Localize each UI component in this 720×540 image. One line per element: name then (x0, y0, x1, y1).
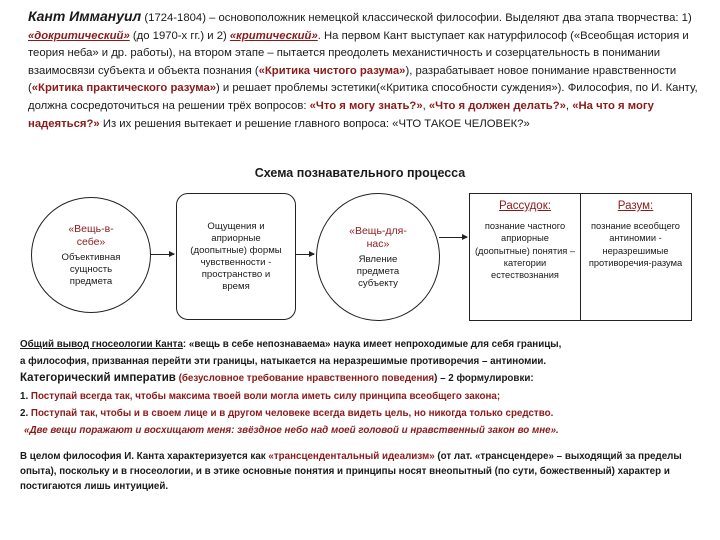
critical-term: «критический» (229, 29, 318, 42)
thing-in-itself-label: «Вещь-в-себе» (68, 222, 114, 248)
box-divider (580, 193, 581, 320)
epistemology-text: : «вещь в себе непознаваема» наука имеет непроходимые для себя границы, (182, 339, 562, 350)
formulation-1 (20, 388, 700, 405)
conclusion-section (20, 336, 700, 494)
arrow-2 (295, 254, 314, 255)
intro-text-1: (1724-1804) – основоположник немецкой классической философии. Выделяют два этапа творчества: 1) (141, 12, 692, 24)
comma: , (422, 99, 429, 112)
transcendental-idealism: «трансцендентальный идеализм» (268, 451, 435, 463)
arrow-1 (150, 254, 174, 255)
question-do: «Что я должен делать?» (428, 99, 566, 112)
formulation-1-num: 1. (20, 390, 31, 402)
epistemology-conclusion (20, 336, 700, 353)
formulation-2-num: 2. (20, 407, 31, 419)
imperative-heading: Категорический императив (20, 372, 176, 385)
famous-quote: «Две вещи поражают и восхищают меня: звёздное небо над моей головой и нравственный закон во мне». (24, 425, 559, 437)
antinomies-line: а философия, призванная перейти эти границы, натыкается на неразрешимые противоречия – антиномии. (20, 356, 547, 368)
summary-text-1: В целом философия И. Канта характеризуется как (20, 451, 269, 463)
question-know: «Что я могу знать?» (309, 99, 423, 112)
imperative-count: ) – 2 формулировки: (434, 373, 534, 385)
thing-in-itself-desc: Объективная сущность предмета (61, 251, 121, 287)
summary-paragraph (20, 449, 700, 494)
arrow-3 (439, 237, 467, 238)
imperative-def: (безусловное требование нравственного поведения (175, 373, 435, 385)
epistemology-heading: Общий вывод гносеологии Канта (20, 339, 183, 350)
philosopher-name: Кант Иммануил (28, 8, 142, 24)
reason-desc: познание всеобщего антиномии - неразрешимые противоречия-разума (588, 221, 683, 268)
intro-text-3: . На первом Кант выступает как натурфилософ («Всеобщая история и теория неба» и др. работы), на втором этапе – пытается преодолеть механистичность и созерцательность в понимании взаимосвязи субъекта и объекта познания ( (28, 29, 689, 77)
formulation-1-text: Поступай всегда так, чтобы максима твоей воли могла иметь силу принципа всеобщего закона; (30, 390, 501, 402)
imperative-line (20, 370, 700, 387)
question-hope: «На что я могу надеяться?» (28, 99, 654, 130)
thing-for-us-label: «Вещь-для-нас» (349, 224, 407, 250)
intro-paragraph (28, 8, 700, 133)
thing-for-us-desc: Явление предмета субъекту (356, 253, 400, 289)
formulation-2-text: Поступай так, чтобы и в своем лице и в другом человеке всегда видеть цель, но никогда только средство. (30, 407, 554, 419)
understanding-desc: познание частного априорные (доопытные) понятия – категории естествознания (474, 221, 576, 281)
scheme-title: Схема познавательного процесса (254, 166, 466, 180)
thing-for-us-node (316, 193, 440, 321)
formulation-2 (20, 405, 700, 422)
understanding-label: Рассудок: (499, 200, 551, 212)
sensibility-node (176, 193, 296, 320)
sensibility-desc: Ощущения и априорные (доопытные) формы чувственности - пространство и время (190, 220, 282, 292)
critique-practical-reason: «Критика практического разума» (31, 82, 217, 95)
intro-text-5: ) и решает проблемы эстетики(«Критика способности суждения»). Философия, по И. Канту, должна сосредоточиться на решении трёх вопросов: (28, 82, 698, 112)
intro-text-4: ), разрабатывает новое понимание нравственности ( (28, 64, 677, 95)
precritical-term: «докритический» (28, 29, 130, 42)
summary-text-2: (от лат. «трансцендере» – выходящий за пределы опыта), поскольку и в гносеологии, и в этике основные понятия и принципы носят внеопытный (по сути, божественный) характер и постигаются лишь интуицией. (20, 451, 682, 493)
intro-text-6: Из их решения вытекает и решение главного вопроса: «ЧТО ТАКОЕ ЧЕЛОВЕК?» (99, 117, 530, 130)
reason-label: Разум: (617, 200, 654, 212)
critique-pure-reason: «Критика чистого разума» (258, 64, 406, 77)
intro-text-2: (до 1970-х гг.) и 2) (129, 29, 230, 42)
thing-in-itself-node (31, 197, 151, 313)
comma: , (565, 99, 573, 112)
